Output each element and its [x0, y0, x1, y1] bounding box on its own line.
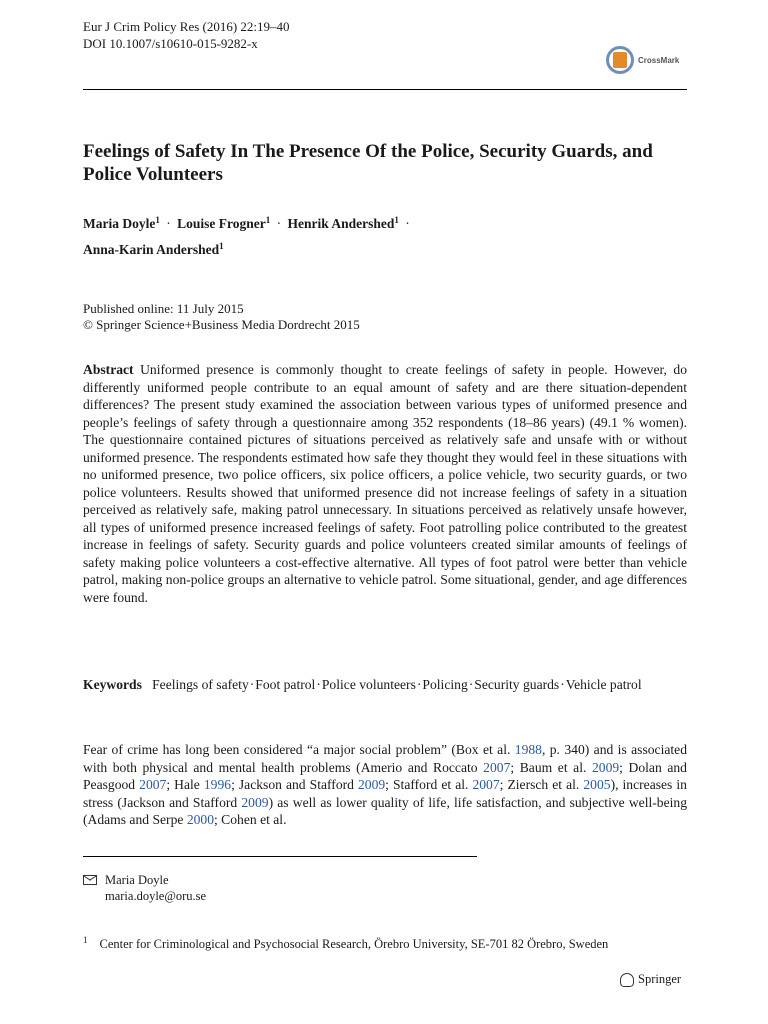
- affiliation-number: 1: [83, 935, 88, 945]
- springer-horse-icon: [620, 973, 634, 987]
- keywords-label: Keywords: [83, 677, 142, 692]
- keyword: Foot patrol: [255, 677, 316, 692]
- citation-link[interactable]: 2005: [583, 777, 611, 792]
- intro-text: ; Baum et al.: [510, 759, 592, 775]
- copyright: © Springer Science+Business Media Dordrecht 2015: [83, 317, 360, 332]
- published-date: Published online: 11 July 2015: [83, 301, 244, 316]
- citation-link[interactable]: 1988: [514, 742, 542, 757]
- abstract-text: Uniformed presence is commonly thought to create feelings of safety in people. However, do differently uniformed people contribute to an equal amount of safety and are there situation-dependent differences? The present study examined the association between various types of uniformed presence and people’s feelings of safety through a questionnaire among 352 respondents (18–86 years) (49.1 % women). The questionnaire contained pictures of situations perceived as relatively safe and unsafe with or without uniformed presence. The respondents estimated how safe they thought they would feel in these situations with no uniformed presence, two police officers, six police officers, a police vehicle, two security guards, or two police volunteers. Results showed that uniformed presence did not increase feelings of safety in a situation perceived as relatively safe, making patrol unnecessary. In situations perceived as relatively unsafe however, all types of uniformed presence increased feelings of safety. Foot patrolling police contributed to the greatest increase in feelings of safety. Security guards and police volunteers created similar amounts of feelings of safety making police volunteers a cost-effective alternative. All types of foot patrol were better than vehicle patrol, making non-police groups an alternative to vehicle patrol. Some situational, gender, and age differences were found.: [83, 362, 687, 605]
- affiliation: [83, 932, 687, 952]
- author-affiliation-mark: 1: [265, 215, 271, 225]
- citation-link[interactable]: 2007: [483, 759, 511, 775]
- author-affiliation-mark: 1: [219, 241, 224, 251]
- affiliation-text: Center for Criminological and Psychosocial Research, Örebro University, SE-701 82 Örebro, Sweden: [99, 937, 609, 951]
- citation-link[interactable]: 2009: [241, 794, 269, 810]
- citation-link[interactable]: 2009: [357, 777, 386, 792]
- crossmark-icon: [606, 46, 634, 74]
- keyword: Feelings of safety: [152, 677, 249, 692]
- corresponding-author: [83, 872, 206, 904]
- intro-text: ), increases in stress (Jackson and Stafford: [83, 777, 687, 810]
- author-list: [83, 209, 687, 261]
- article-title: Feelings of Safety In The Presence Of the Police, Security Guards, and Police Volunteers: [83, 141, 653, 185]
- intro-text: ; Cohen et al.: [214, 812, 287, 827]
- intro-text: ) as well as lower quality of life, life satisfaction, and subjective well-being (Adams and Serpe: [83, 794, 687, 827]
- journal-header: [83, 18, 290, 52]
- intro-text: ; Dolan and Peasgood: [83, 759, 687, 792]
- header-divider: [83, 89, 687, 90]
- contact-email[interactable]: maria.doyle@oru.se: [105, 889, 207, 903]
- intro-text: ; Hale: [166, 777, 204, 792]
- crossmark-label: CrossMark: [638, 55, 680, 65]
- keyword: Policing: [422, 677, 468, 692]
- citation-link[interactable]: 2007: [139, 777, 167, 792]
- citation-link[interactable]: 2000: [186, 812, 214, 827]
- footnote-divider: [83, 856, 477, 857]
- keywords: Keywords Feelings of safety·Foot patrol·Police volunteers·Policing·Security guards·Vehicle patrol: [83, 677, 642, 692]
- intro-text: ; Ziersch et al.: [499, 777, 584, 792]
- abstract: [83, 361, 687, 606]
- citation-link[interactable]: 2007: [472, 777, 500, 792]
- journal-citation: Eur J Crim Policy Res (2016) 22:19–40: [83, 19, 290, 34]
- publisher-name: Springer: [638, 972, 682, 986]
- author-separator: ·: [405, 216, 410, 231]
- intro-text: Fear of crime has long been considered “a major social problem” (Box et al.: [83, 742, 515, 757]
- abstract-label: Abstract: [83, 362, 134, 377]
- publisher-logo: [620, 972, 681, 987]
- author-name[interactable]: Henrik Andershed: [287, 216, 395, 231]
- author-affiliation-mark: 1: [155, 215, 160, 225]
- contact-name: Maria Doyle: [105, 873, 169, 887]
- crossmark-badge[interactable]: [606, 46, 679, 74]
- citation-link[interactable]: 1996: [203, 777, 232, 792]
- doi[interactable]: DOI 10.1007/s10610-015-9282-x: [83, 36, 258, 51]
- intro-text: ; Jackson and Stafford: [231, 777, 358, 792]
- keyword: Security guards: [474, 677, 560, 692]
- citation-link[interactable]: 2009: [591, 759, 620, 775]
- intro-text: , p. 340) and is associated with both physical and mental health problems (Amerio and Roccato: [83, 742, 687, 775]
- author-separator: ·: [276, 216, 282, 231]
- publication-info: [83, 301, 360, 333]
- keyword: Vehicle patrol: [565, 677, 642, 692]
- intro-paragraph: [83, 741, 687, 829]
- author-name[interactable]: Louise Frogner: [177, 216, 266, 231]
- envelope-icon: [83, 875, 97, 885]
- author-name[interactable]: Anna-Karin Andershed: [83, 242, 220, 257]
- keyword: Police volunteers: [321, 677, 416, 692]
- author-name[interactable]: Maria Doyle: [83, 216, 156, 231]
- intro-text: ; Stafford et al.: [385, 777, 473, 792]
- author-separator: ·: [166, 216, 171, 231]
- author-affiliation-mark: 1: [394, 215, 399, 225]
